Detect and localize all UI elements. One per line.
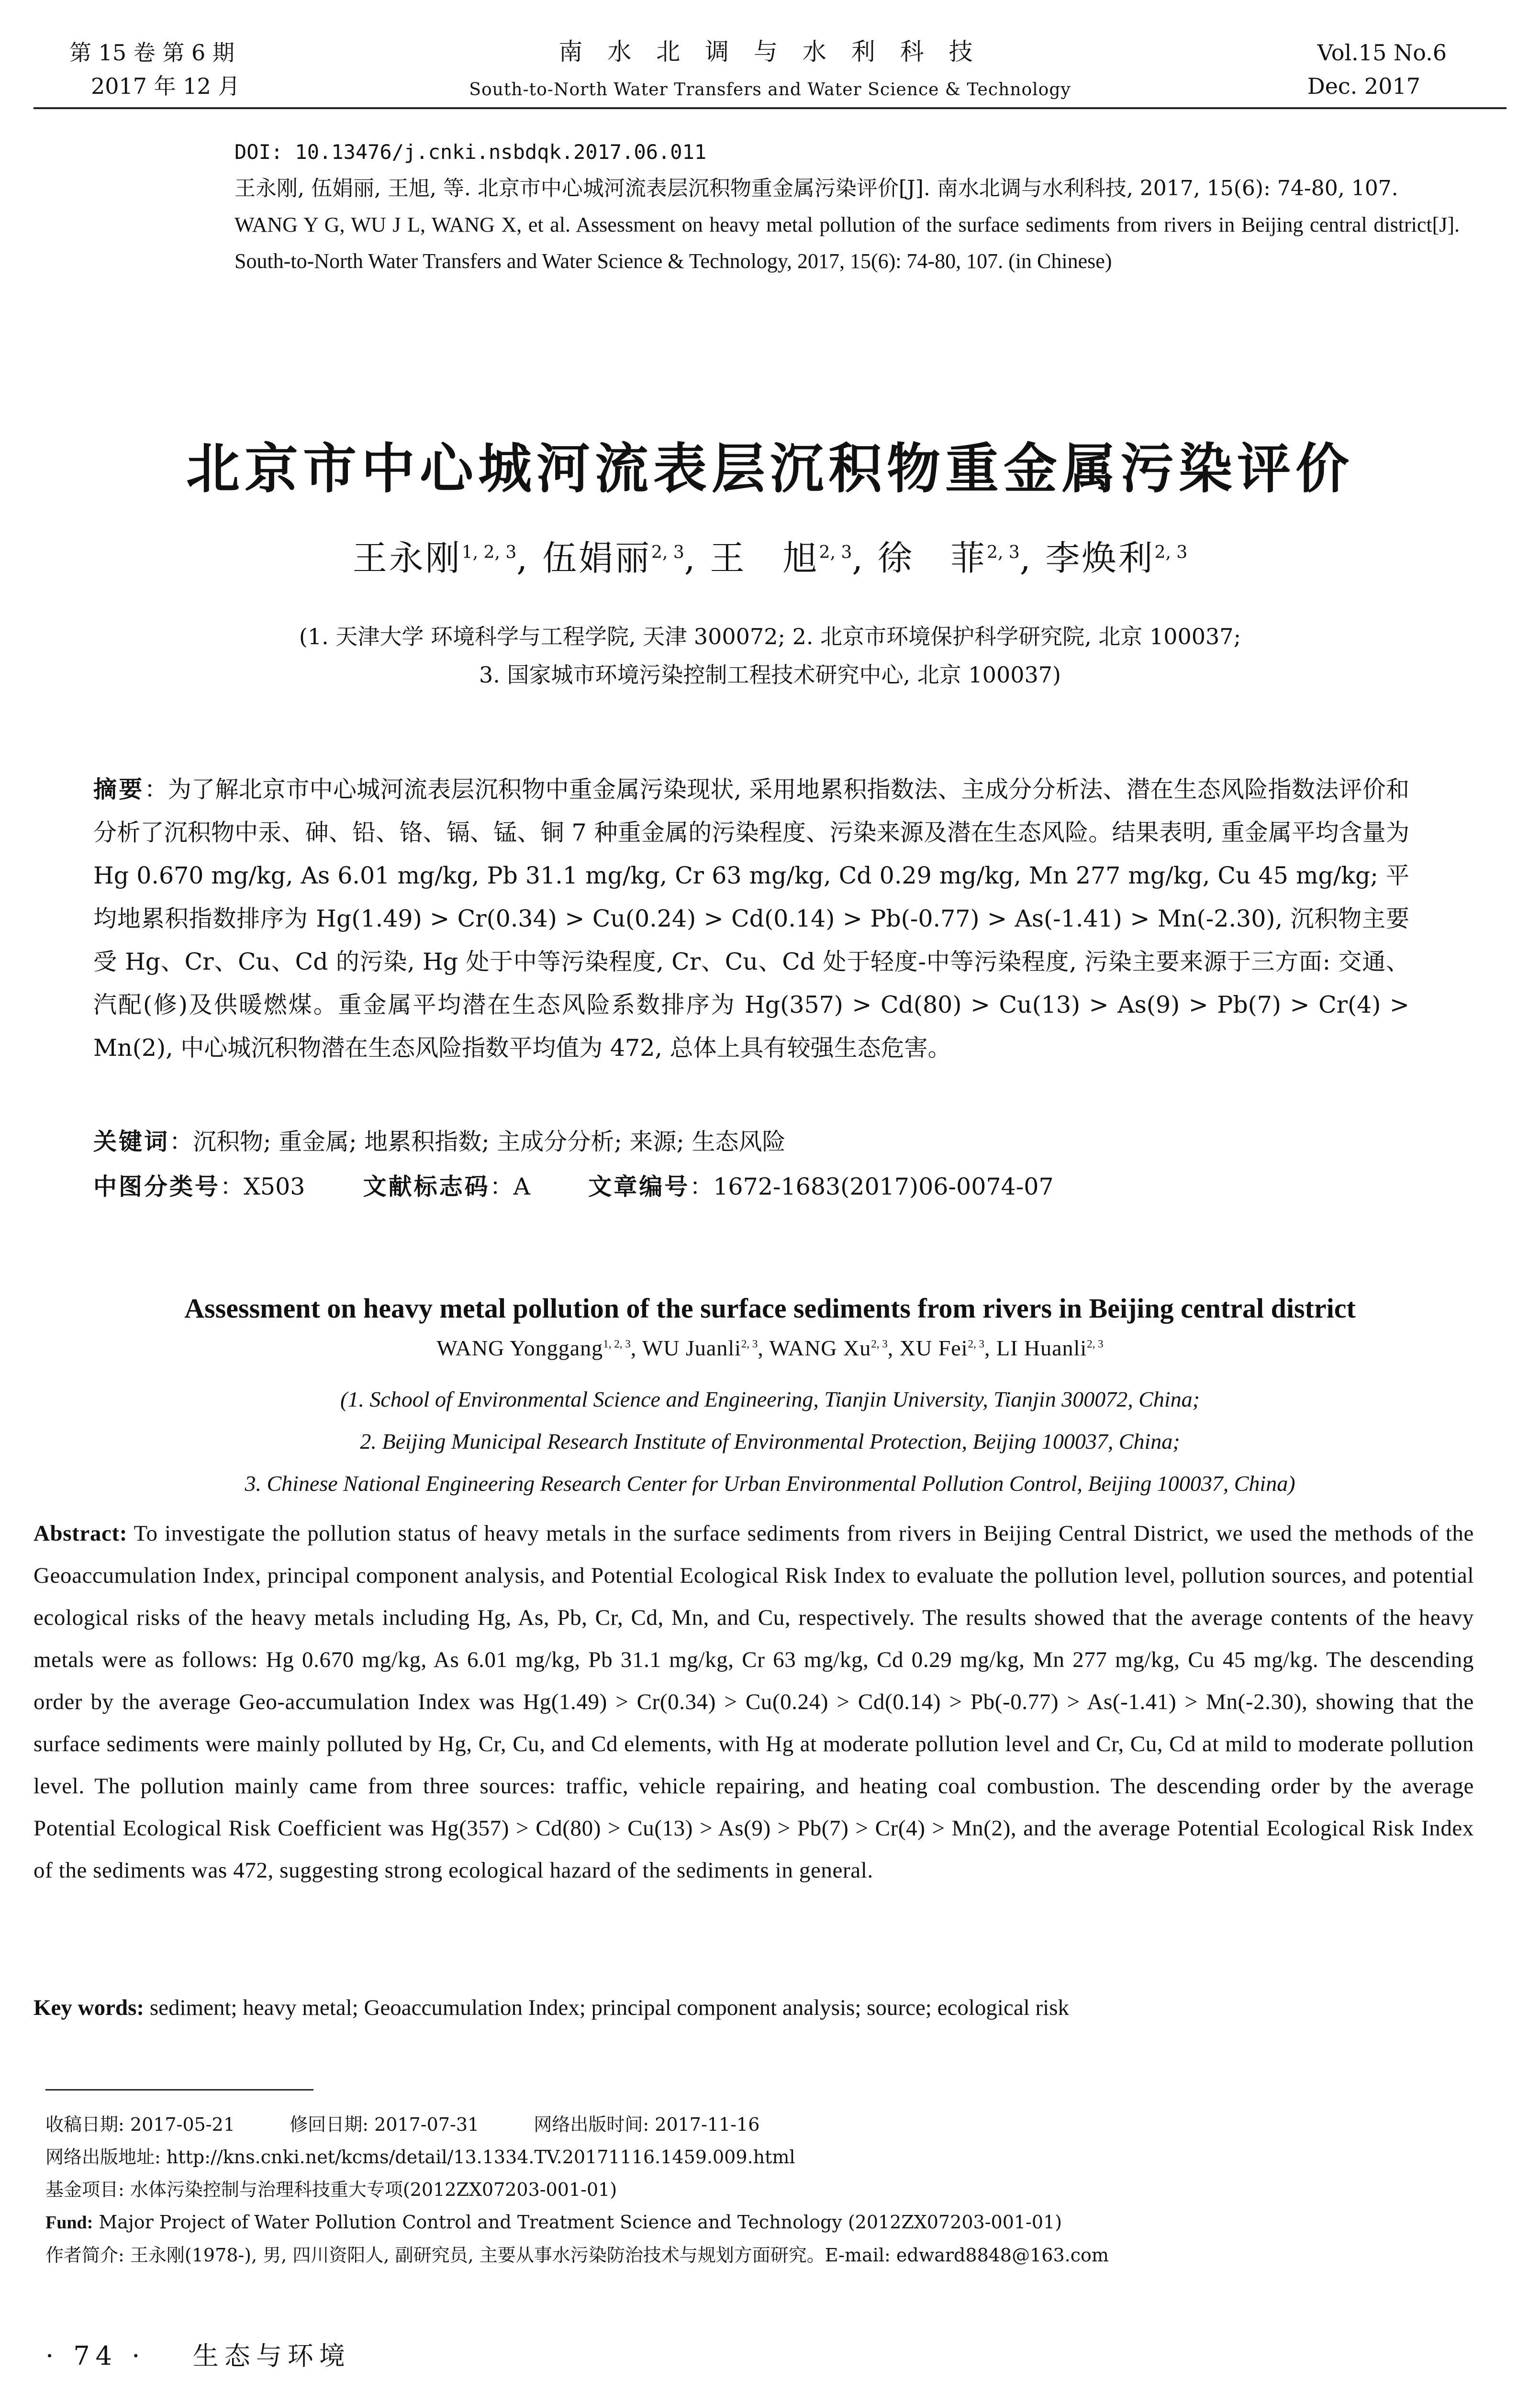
- author-cn: 王永刚$^{1, 2, 3}$: [352, 538, 517, 578]
- affiliation-en-line: (1. School of Environmental Science and Engineering, Tianjin University, Tianjin 300072, China;: [340, 1387, 1200, 1411]
- authors-en: WANG Yonggang$^{1, 2, 3}$, WU Juanli$^{2, 3}$, WANG Xu$^{2, 3}$, XU Fei$^{2, 3}$, LI Huanli$^{2, 3}$: [436, 1336, 1104, 1360]
- author-cn: 伍娟丽$^{2, 3}$: [542, 538, 684, 578]
- footnote-rule: [45, 2089, 313, 2091]
- clc-value: X503: [244, 1173, 305, 1200]
- footnote-fund-cn: 基金项目: 水体污染控制与治理科技重大专项(2012ZX07203-001-01): [45, 2179, 617, 2200]
- header-vol-no: Vol.15 No.6: [1317, 40, 1447, 66]
- header-rule: [33, 107, 1507, 109]
- author-cn: 李焕利$^{2, 3}$: [1045, 538, 1188, 578]
- keywords-cn-text: 沉积物; 重金属; 地累积指数; 主成分分析; 来源; 生态风险: [193, 1128, 786, 1155]
- keywords-en-text: sediment; heavy metal; Geoaccumulation Index; principal component analysis; source; ecological risk: [149, 1995, 1069, 2020]
- author-en: WU Juanli$^{2, 3}$: [642, 1336, 758, 1360]
- doc-code-value: A: [513, 1173, 531, 1200]
- authors-cn: 王永刚$^{1, 2, 3}$, 伍娟丽$^{2, 3}$, 王 旭$^{2, 3}$, 徐 菲$^{2, 3}$, 李焕利$^{2, 3}$: [352, 538, 1188, 578]
- author-en: XU Fei$^{2, 3}$: [899, 1336, 984, 1360]
- header-date: 2017 年 12 月: [91, 73, 240, 99]
- doi: DOI: 10.13476/j.cnki.nsbdqk.2017.06.011: [234, 140, 707, 164]
- affiliation-cn-line: (1. 天津大学 环境科学与工程学院, 天津 300072; 2. 北京市环境保护科学研究院, 北京 100037;: [299, 624, 1241, 649]
- affiliation-en-line: 2. Beijing Municipal Research Institute of Environmental Protection, Beijing 100037, China;: [360, 1429, 1180, 1454]
- article-id-label: 文章编号: [588, 1173, 690, 1200]
- doc-code-label: 文献标志码: [363, 1173, 490, 1200]
- online-url: http://kns.cnki.net/kcms/detail/13.1334.TV.20171116.1459.009.html: [166, 2147, 795, 2168]
- abstract-en-label: Abstract:: [33, 1521, 127, 1546]
- affiliations-cn: [0, 617, 1540, 694]
- footnote-dates: 收稿日期: 2017-05-21 修回日期: 2017-07-31 网络出版时间: 2017-11-16: [45, 2114, 760, 2135]
- author-cn: 王 旭$^{2, 3}$: [710, 538, 852, 578]
- author-en: LI Huanli$^{2, 3}$: [996, 1336, 1104, 1360]
- author-en: WANG Yonggang$^{1, 2, 3}$: [436, 1336, 631, 1360]
- header-journal-en: South-to-North Water Transfers and Water Science & Technology: [469, 80, 1071, 100]
- page-number: · 74 ·: [45, 2341, 146, 2371]
- classification-cn: 中图分类号：X503 文献标志码：A 文章编号：1672-1683(2017)06-0074-07: [93, 1173, 1054, 1200]
- abstract-cn-label: 摘要: [93, 776, 145, 803]
- affiliations-en: [0, 1378, 1540, 1505]
- clc-label: 中图分类号: [93, 1173, 221, 1200]
- section-name: 生态与环境: [192, 2341, 351, 2371]
- author-cn: 徐 菲$^{2, 3}$: [878, 538, 1020, 578]
- citation-en: WANG Y G, WU J L, WANG X, et al. Assessment on heavy metal pollution of the surface sediments from rivers in Beijing central district[J]. South-to-North Water Transfers and Water Science & Technology, 2017, 15(6): 74-80, 107. (in Chinese): [234, 213, 1460, 273]
- article-title-cn: 北京市中心城河流表层沉积物重金属污染评价: [186, 437, 1354, 500]
- affiliation-cn-line: 3. 国家城市环境污染控制工程技术研究中心, 北京 100037): [479, 662, 1061, 688]
- abstract-cn-text: 为了解北京市中心城河流表层沉积物中重金属污染现状, 采用地累积指数法、主成分分析法、潜在生态风险指数法评价和分析了沉积物中汞、砷、铅、铬、镉、锰、铜 7 种重金属的污染程度、污染来源及潜在生态风险。结果表明, 重金属平均含量为 Hg 0.670 mg/kg, As 6.01 mg/kg, Pb 31.1 mg/kg, Cr 63 mg/kg, Cd 0.29 mg/kg, Mn 277 mg/kg, Cu 45 mg/kg; 平均地累积指数排序为 Hg(1.49) > Cr(0.34) > Cu(0.24) > Cd(0.14) > Pb(-0.77) > As(-1.41) > Mn(-2.30), 沉积物主要受 Hg、Cr、Cu、Cd 的污染, Hg 处于中等污染程度, Cr、Cu、Cd 处于轻度-中等污染程度, 污染主要来源于三方面: 交通、汽配(修)及供暖燃煤。重金属平均潜在生态风险系数排序为 Hg(357) > Cd(80) > Cu(13) > As(9) > Pb(7) > Cr(4) > Mn(2), 中心城沉积物潜在生态风险指数平均值为 472, 总体上具有较强生态危害。: [93, 776, 1409, 1062]
- footnote-url: 网络出版地址: http://kns.cnki.net/kcms/detail/13.1334.TV.20171116.1459.009.html: [45, 2147, 795, 2168]
- footnotes: [45, 2108, 1109, 2271]
- citation-block: [234, 134, 1460, 280]
- received-date: 2017-05-21: [130, 2114, 235, 2135]
- abstract-en-text: To investigate the pollution status of heavy metals in the surface sediments from rivers in Beijing Central District, we used the methods of the Geoaccumulation Index, principal component analysis, and Potential Ecological Risk Index to evaluate the pollution level, pollution sources, and potential ecological risks of the heavy metals including Hg, As, Pb, Cr, Cd, Mn, and Cu, respectively. The results showed that the average contents of the heavy metals were as follows: Hg 0.670 mg/kg, As 6.01 mg/kg, Pb 31.1 mg/kg, Cr 63 mg/kg, Cd 0.29 mg/kg, Mn 277 mg/kg, Cu 45 mg/kg. The descending order by the average Geo-accumulation Index was Hg(1.49) > Cr(0.34) > Cu(0.24) > Cd(0.14) > Pb(-0.77) > As(-1.41) > Mn(-2.30), showing that the surface sediments were mainly polluted by Hg, Cr, Cu, and Cd elements, with Hg at moderate pollution level and Cr, Cu, Cd at mild to moderate pollution level. The pollution mainly came from three sources: traffic, vehicle repairing, and heating coal combustion. The descending order by the average Potential Ecological Risk Coefficient was Hg(357) > Cd(80) > Cu(13) > As(9) > Pb(7) > Cr(4) > Mn(2), and the average Potential Ecological Risk Index of the sediments was 472, suggesting strong ecological hazard of the sediments in general.: [33, 1521, 1474, 1883]
- revised-date: 2017-07-31: [374, 2114, 480, 2135]
- header-month: Dec. 2017: [1307, 73, 1420, 99]
- header-journal-cn: 南 水 北 调 与 水 利 科 技: [558, 38, 982, 66]
- affiliation-en-line: 3. Chinese National Engineering Research Center for Urban Environmental Pollution Control, Beijing 100037, China): [245, 1471, 1295, 1496]
- keywords-en: [33, 1989, 1069, 2027]
- footnote-author-bio: 作者简介: 王永刚(1978-), 男, 四川资阳人, 副研究员, 主要从事水污染防治技术与规划方面研究。E-mail: edward8848@163.com: [45, 2245, 1109, 2266]
- article-id-value: 1672-1683(2017)06-0074-07: [713, 1173, 1054, 1200]
- author-en: WANG Xu$^{2, 3}$: [769, 1336, 888, 1360]
- keywords-en-label: Key words:: [33, 1995, 145, 2020]
- abstract-en: [33, 1512, 1474, 1891]
- citation-cn: 王永刚, 伍娟丽, 王旭, 等. 北京市中心城河流表层沉积物重金属污染评价[J]. 南水北调与水利科技, 2017, 15(6): 74-80, 107.: [234, 176, 1398, 201]
- keywords-cn: 关键词：沉积物; 重金属; 地累积指数; 主成分分析; 来源; 生态风险: [93, 1128, 786, 1155]
- page-footer: [45, 2336, 351, 2372]
- article-title-en: Assessment on heavy metal pollution of the surface sediments from rivers in Beijing central district: [184, 1293, 1356, 1324]
- keywords-cn-label: 关键词: [93, 1128, 170, 1155]
- abstract-cn: 摘要：为了解北京市中心城河流表层沉积物中重金属污染现状, 采用地累积指数法、主成分分析法、潜在生态风险指数法评价和分析了沉积物中汞、砷、铅、铬、镉、锰、铜 7 种重金属的污染程度、污染来源及潜在生态风险。结果表明, 重金属平均含量为 Hg 0.670 mg/kg, As 6.01 mg/kg, Pb 31.1 mg/kg, Cr 63 mg/kg, Cd 0.29 mg/kg, Mn 277 mg/kg, Cu 45 mg/kg; 平均地累积指数排序为 Hg(1.49) > Cr(0.34) > Cu(0.24) > Cd(0.14) > Pb(-0.77) > As(-1.41) > Mn(-2.30), 沉积物主要受 Hg、Cr、Cu、Cd 的污染, Hg 处于中等污染程度, Cr、Cu、Cd 处于轻度-中等污染程度, 污染主要来源于三方面: 交通、汽配(修)及供暖燃煤。重金属平均潜在生态风险系数排序为 Hg(357) > Cd(80) > Cu(13) > As(9) > Pb(7) > Cr(4) > Mn(2), 中心城沉积物潜在生态风险指数平均值为 472, 总体上具有较强生态危害。: [93, 776, 1409, 1062]
- footnote-fund-en: Fund: Major Project of Water Pollution Control and Treatment Science and Technology (2012ZX07203-001-01): [45, 2212, 1062, 2233]
- online-date: 2017-11-16: [655, 2114, 760, 2135]
- header-volume: 第 15 卷 第 6 期: [69, 40, 234, 66]
